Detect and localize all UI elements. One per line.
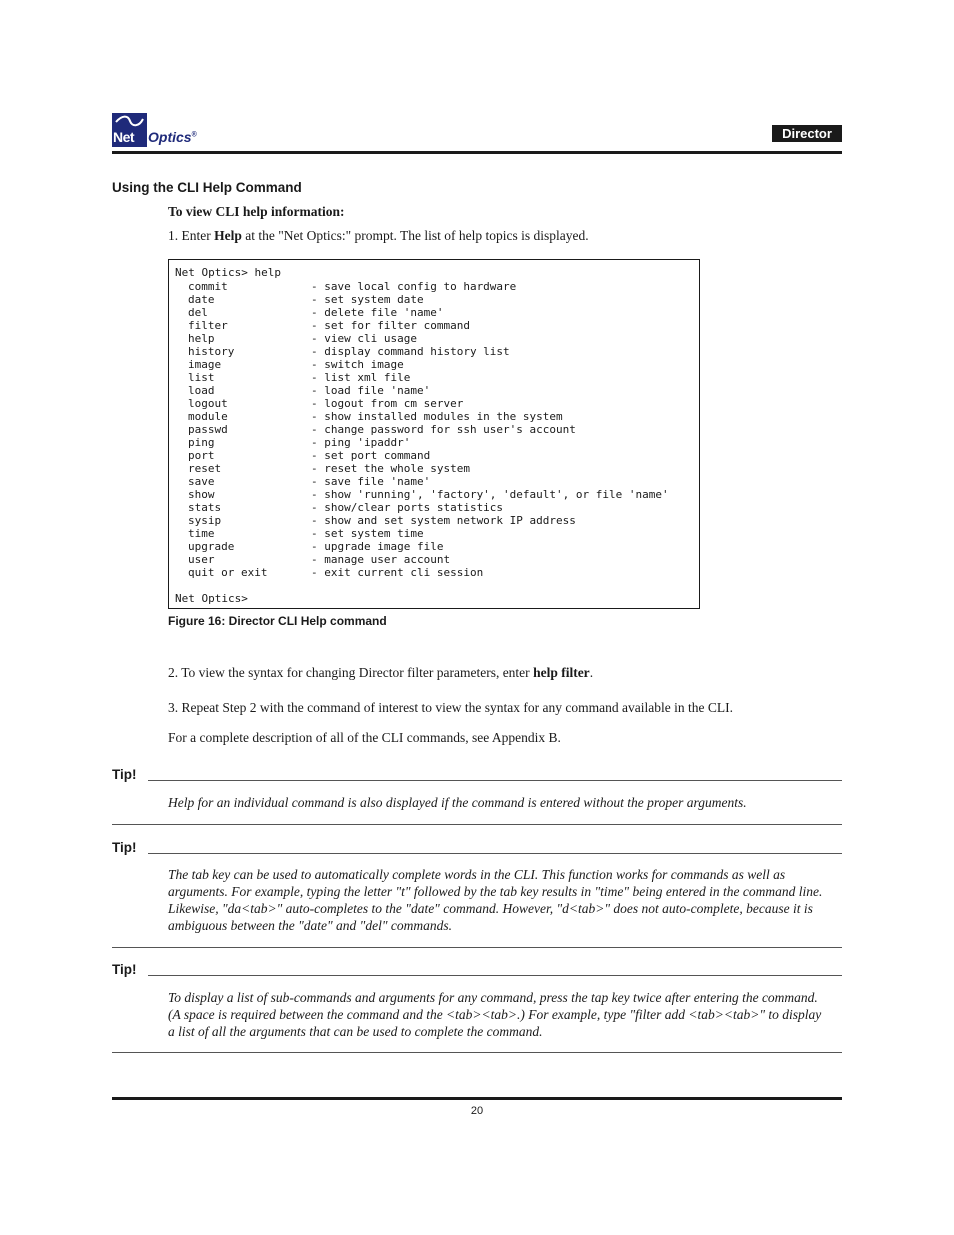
cli-command-description: - manage user account bbox=[311, 553, 451, 566]
cli-command: user bbox=[188, 553, 215, 566]
tip-divider bbox=[112, 947, 842, 948]
logo-optics-word: Optics bbox=[148, 129, 192, 145]
cli-command-description: - show and set system network IP address bbox=[311, 514, 576, 527]
step-1 bbox=[168, 228, 589, 244]
cli-command-description: - set system time bbox=[311, 527, 424, 540]
cli-command: quit or exit bbox=[188, 566, 268, 579]
tip-label: Tip! bbox=[112, 962, 137, 977]
cli-command: list bbox=[188, 371, 215, 384]
tip-text: The tab key can be used to automatically complete words in the CLI. This function works for commands as well as arguments. For example, typing the letter "t" followed by the tab key results in "time" being entered in the command line. Likewise, "da<tab>" auto-completes to the "date" command. However, "d<tab>" does not auto-complete, because it is ambiguous between the "date" and "del" commands. bbox=[168, 867, 823, 933]
cli-command: show bbox=[188, 488, 215, 501]
tip-divider bbox=[112, 1052, 842, 1053]
cli-command-description: - upgrade image file bbox=[311, 540, 444, 553]
step-1-command: Help bbox=[214, 228, 242, 243]
tip-label: Tip! bbox=[112, 767, 137, 782]
cli-command-description: - display command history list bbox=[311, 345, 510, 358]
step-2-command: help filter bbox=[533, 665, 590, 680]
logo-optics-text bbox=[148, 129, 197, 145]
cli-command-description: - set port command bbox=[311, 449, 431, 462]
step-1-suffix: at the "Net Optics:" prompt. The list of help topics is displayed. bbox=[241, 228, 589, 243]
cli-command: port bbox=[188, 449, 215, 462]
cli-command: help bbox=[188, 332, 215, 345]
cli-command: logout bbox=[188, 397, 228, 410]
section-heading: Using the CLI Help Command bbox=[112, 180, 302, 195]
cli-command-description: - show/clear ports statistics bbox=[311, 501, 504, 514]
header-rule bbox=[112, 151, 842, 154]
tip-label: Tip! bbox=[112, 840, 137, 855]
page-number: 20 bbox=[470, 1105, 484, 1117]
footer-rule bbox=[112, 1097, 842, 1100]
cli-command: ping bbox=[188, 436, 215, 449]
cli-command: date bbox=[188, 293, 215, 306]
cli-command-description: - save file 'name' bbox=[311, 475, 431, 488]
net-optics-logo bbox=[112, 113, 212, 147]
cli-command: time bbox=[188, 527, 215, 540]
cli-command-description: - list xml file bbox=[311, 371, 411, 384]
tip-divider bbox=[112, 824, 842, 825]
cli-prompt-line: Net Optics> help bbox=[175, 266, 281, 279]
cli-command: sysip bbox=[188, 514, 222, 527]
tip-rule bbox=[148, 853, 842, 854]
cli-command: del bbox=[188, 306, 208, 319]
appendix-note: For a complete description of all of the CLI commands, see Appendix B. bbox=[168, 730, 561, 745]
cli-command-description: - save local config to hardware bbox=[311, 280, 517, 293]
step-1-prefix: 1. Enter bbox=[168, 228, 215, 243]
cli-command: filter bbox=[188, 319, 228, 332]
figure-caption: Figure 16: Director CLI Help command bbox=[168, 614, 387, 628]
cli-command: reset bbox=[188, 462, 222, 475]
cli-command-description: - set for filter command bbox=[311, 319, 470, 332]
procedure-heading: To view CLI help information: bbox=[168, 204, 345, 219]
cli-command: image bbox=[188, 358, 222, 371]
cli-final-prompt: Net Optics> bbox=[175, 592, 248, 605]
cli-command-description: - switch image bbox=[311, 358, 404, 371]
logo-net-text: Net bbox=[113, 129, 135, 145]
cli-command-description: - reset the whole system bbox=[311, 462, 470, 475]
cli-command-description: - ping 'ipaddr' bbox=[311, 436, 411, 449]
cli-command: save bbox=[188, 475, 215, 488]
registered-mark: ® bbox=[191, 131, 197, 139]
step-2-suffix: . bbox=[589, 665, 594, 680]
cli-command-description: - delete file 'name' bbox=[311, 306, 444, 319]
cli-command: passwd bbox=[188, 423, 228, 436]
tip-rule bbox=[148, 780, 842, 781]
product-badge: Director bbox=[772, 125, 842, 142]
cli-command-description: - view cli usage bbox=[311, 332, 417, 345]
cli-command: upgrade bbox=[188, 540, 235, 553]
step-2-prefix: 2. To view the syntax for changing Director filter parameters, enter bbox=[168, 665, 534, 680]
cli-command-description: - exit current cli session bbox=[311, 566, 484, 579]
step-2 bbox=[168, 665, 593, 681]
cli-command-description: - logout from cm server bbox=[311, 397, 464, 410]
cli-command: load bbox=[188, 384, 215, 397]
cli-command-description: - change password for ssh user's account bbox=[311, 423, 576, 436]
cli-command: stats bbox=[188, 501, 222, 514]
wave-icon bbox=[112, 113, 147, 129]
tip-text: Help for an individual command is also displayed if the command is entered without the proper arguments. bbox=[168, 795, 747, 810]
cli-command-description: - show 'running', 'factory', 'default', or file 'name' bbox=[311, 488, 669, 501]
cli-command: history bbox=[188, 345, 235, 358]
cli-command-description: - set system date bbox=[311, 293, 424, 306]
tip-text: To display a list of sub-commands and arguments for any command, press the tap key twice after entering the command. (A space is required between the command and the <tab><tab>.) For example, type "filter add <tab><tab>" to display a list of all the arguments that can be used to complete the command. bbox=[168, 990, 822, 1039]
step-3: 3. Repeat Step 2 with the command of interest to view the syntax for any command available in the CLI. bbox=[168, 700, 733, 715]
cli-command: module bbox=[188, 410, 228, 423]
cli-command-description: - show installed modules in the system bbox=[311, 410, 563, 423]
tip-rule bbox=[148, 975, 842, 976]
cli-command: commit bbox=[188, 280, 228, 293]
cli-command-description: - load file 'name' bbox=[311, 384, 431, 397]
cli-output-box bbox=[168, 259, 700, 609]
